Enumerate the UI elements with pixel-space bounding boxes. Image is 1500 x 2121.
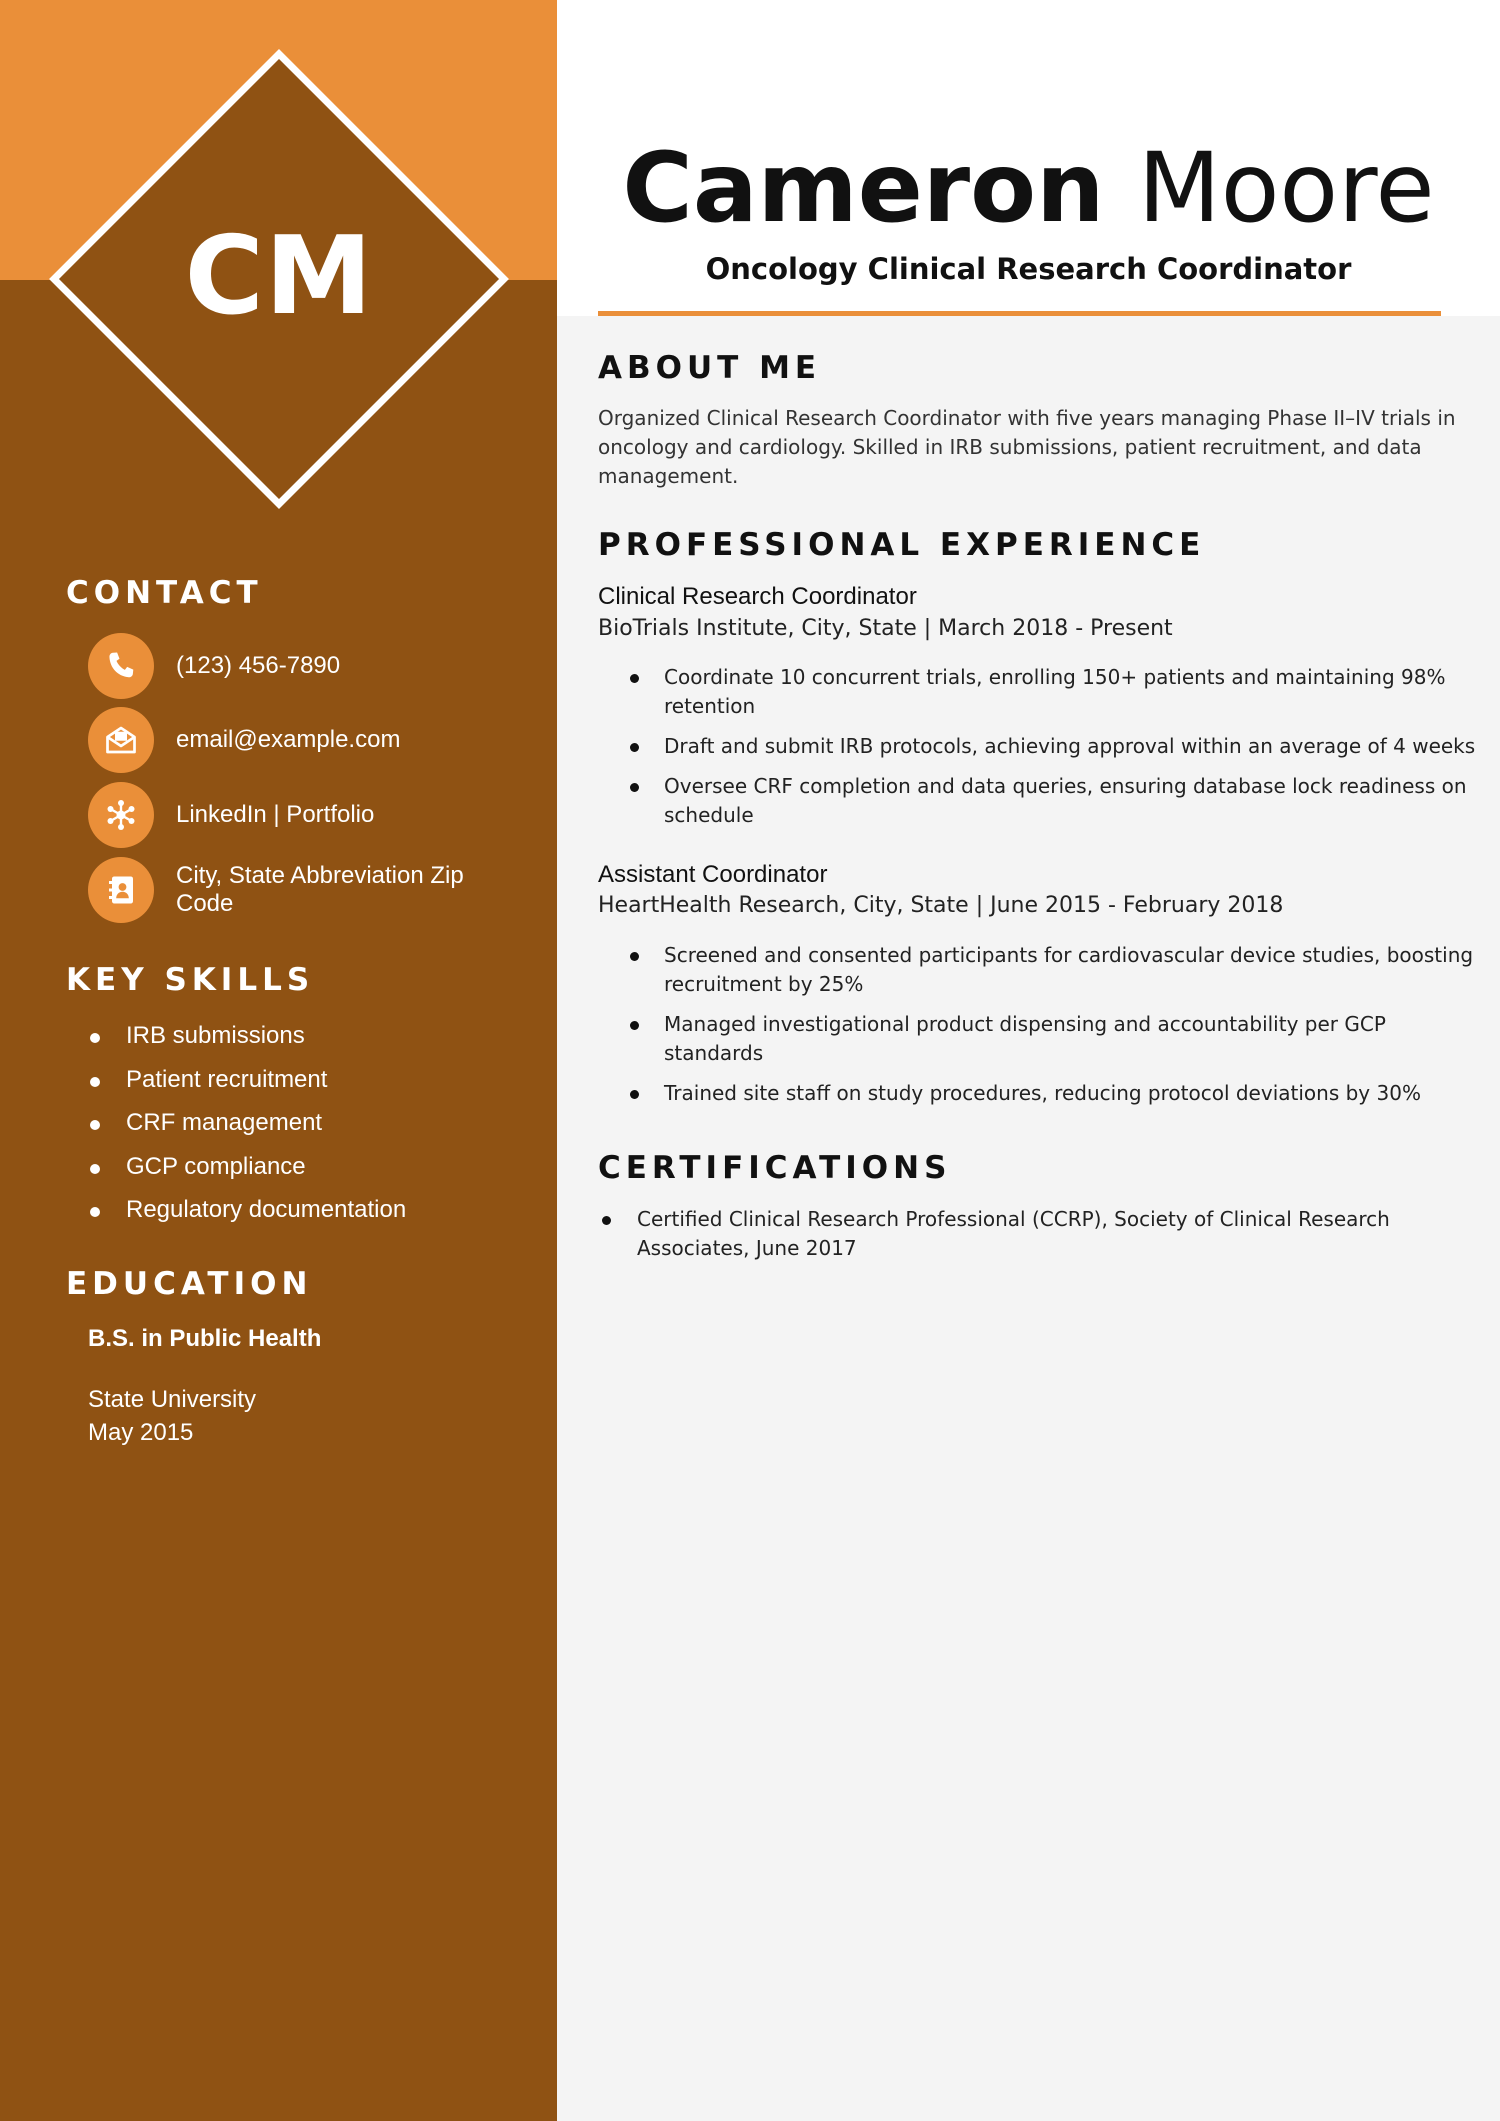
- experience-heading: PROFESSIONAL EXPERIENCE: [598, 527, 1206, 563]
- job-bullets: [628, 941, 1478, 1108]
- education-date: May 2015: [88, 1419, 194, 1446]
- list-item: Screened and consented participants for cardiovascular device studies, boosting recruitment by 25%: [628, 941, 1478, 1010]
- list-item: Oversee CRF completion and data queries, ensuring database lock readiness on schedule: [628, 772, 1478, 830]
- skills-heading: KEY SKILLS: [66, 962, 315, 998]
- list-item: Managed investigational product dispensing and accountability per GCP standards: [628, 1010, 1478, 1079]
- contact-address: [88, 857, 538, 923]
- list-item: Patient recruitment: [88, 1060, 406, 1104]
- list-item: CRF management: [88, 1103, 406, 1147]
- contact-phone-text: (123) 456-7890: [176, 652, 341, 679]
- last-name: Moore: [1137, 132, 1435, 244]
- education-school: State University: [88, 1386, 257, 1413]
- job-title: Oncology Clinical Research Coordinator: [705, 252, 1352, 286]
- job-meta: HeartHealth Research, City, State | June 2015 - February 2018: [598, 893, 1284, 918]
- address-book-icon: [88, 857, 154, 923]
- list-item: Draft and submit IRB protocols, achieving approval within an average of 4 weeks: [628, 732, 1478, 772]
- job-role: Clinical Research Coordinator: [598, 583, 917, 610]
- contact-linkedin[interactable]: [88, 782, 538, 848]
- education-heading: EDUCATION: [66, 1266, 313, 1302]
- contact-heading: CONTACT: [66, 575, 263, 611]
- list-item: Certified Clinical Research Professional (CCRP), Society of Clinical Research Associates, June 2017: [600, 1205, 1480, 1263]
- contact-phone[interactable]: [88, 633, 538, 699]
- network-icon: [88, 782, 154, 848]
- about-text: Organized Clinical Research Coordinator with five years managing Phase II–IV trials in oncology and cardiology. Skilled in IRB submissions, patient recruitment, and data management.: [598, 406, 1456, 488]
- header-divider: [598, 311, 1441, 316]
- list-item: IRB submissions: [88, 1016, 406, 1060]
- about-heading: ABOUT ME: [598, 350, 822, 386]
- contact-address-text: City, State Abbreviation Zip Code: [176, 862, 464, 917]
- contact-email-text: email@example.com: [176, 726, 401, 753]
- list-item: Regulatory documentation: [88, 1190, 406, 1234]
- list-item: Trained site staff on study procedures, reducing protocol deviations by 30%: [628, 1079, 1478, 1108]
- list-item: GCP compliance: [88, 1147, 406, 1191]
- sidebar: [0, 0, 557, 2121]
- envelope-icon: [88, 707, 154, 773]
- education-degree: B.S. in Public Health: [88, 1325, 322, 1352]
- monogram-initials: CM: [184, 214, 374, 339]
- list-item: Coordinate 10 concurrent trials, enrolling 150+ patients and maintaining 98% retention: [628, 663, 1478, 732]
- certifications-heading: CERTIFICATIONS: [598, 1150, 952, 1186]
- certifications-list: [600, 1205, 1480, 1263]
- job-role: Assistant Coordinator: [598, 861, 828, 888]
- contact-email[interactable]: [88, 707, 538, 773]
- contact-linkedin-text: LinkedIn | Portfolio: [176, 801, 375, 828]
- job-meta: BioTrials Institute, City, State | March 2018 - Present: [598, 616, 1173, 641]
- full-name: [557, 128, 1500, 248]
- job-bullets: [628, 663, 1478, 830]
- phone-icon: [88, 633, 154, 699]
- skills-list: [88, 1016, 406, 1234]
- first-name: Cameron: [622, 132, 1105, 244]
